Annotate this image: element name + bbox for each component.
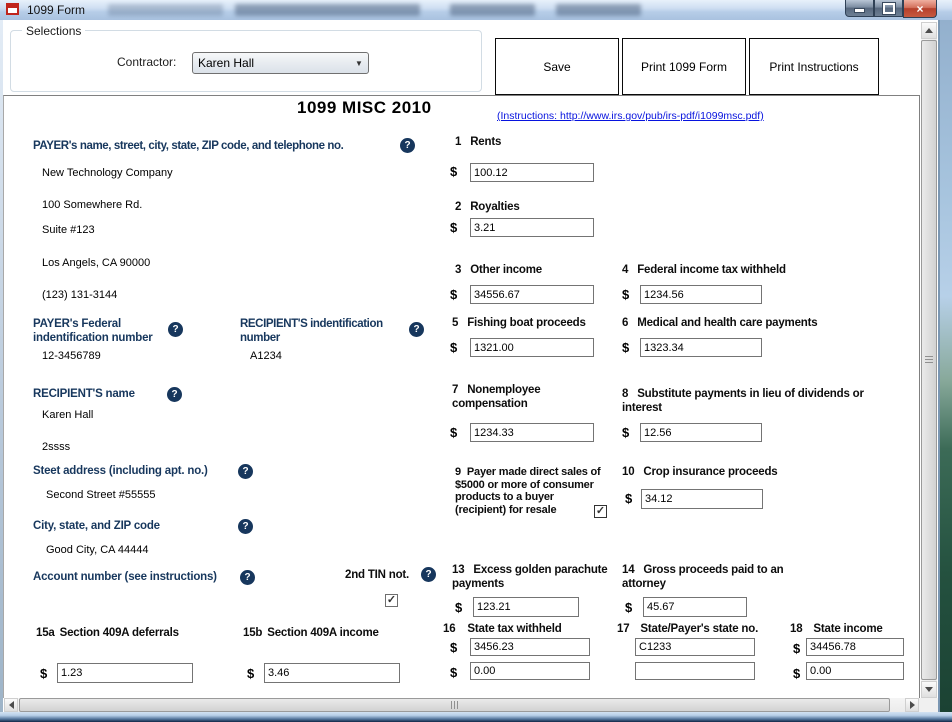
print-instructions-button[interactable]: Print Instructions — [749, 38, 879, 95]
box14-label: 14 Gross proceeds paid to an attorney — [622, 564, 784, 590]
dollar-sign: $ — [247, 666, 255, 681]
instructions-link[interactable]: (Instructions: http://www.irs.gov/pub/irs-pdf/i1099msc.pdf) — [497, 110, 764, 122]
payer-name: New Technology Company — [42, 167, 173, 179]
box15a-409a-deferrals-input[interactable] — [57, 663, 193, 683]
payer-phone: (123) 131-3144 — [42, 289, 118, 301]
dollar-sign: $ — [793, 666, 801, 681]
scrollbar-grip-icon — [925, 356, 933, 364]
redacted-text-blur — [556, 4, 641, 16]
box8-label: 8 Substitute payments in lieu of dividends or interest — [622, 388, 864, 414]
box13-label: 13 Excess golden parachute payments — [452, 564, 608, 590]
minimize-icon — [854, 8, 865, 13]
box2-royalties-input[interactable] — [470, 218, 594, 237]
restore-button[interactable] — [874, 0, 903, 17]
dollar-sign: $ — [450, 287, 458, 302]
box9-direct-sales-checkbox[interactable]: ✓ — [595, 505, 606, 517]
horizontal-scrollbar-thumb[interactable] — [19, 698, 890, 712]
box4-fed-tax-withheld-input[interactable] — [640, 285, 762, 304]
street-address-label: Steet address (including apt. no.) — [33, 465, 208, 477]
chevron-down-icon: ▼ — [355, 58, 363, 68]
contractor-dropdown[interactable] — [192, 52, 369, 74]
help-icon[interactable]: ? — [409, 322, 424, 337]
dollar-sign: $ — [450, 164, 458, 179]
dollar-sign: $ — [625, 600, 633, 615]
payer-suite: Suite #123 — [42, 224, 95, 236]
box1-label: 1 Rents — [455, 136, 502, 148]
box15b-409a-income-input[interactable] — [264, 663, 400, 683]
redacted-text-blur — [235, 4, 420, 16]
arrow-down-icon — [925, 687, 933, 692]
payer-fed-id-label: PAYER's Federal indentification number — [33, 318, 153, 344]
box3-label: 3 Other income — [455, 264, 542, 276]
second-tin-label: 2nd TIN not. — [345, 569, 410, 581]
dollar-sign: $ — [622, 340, 630, 355]
scroll-right-button[interactable] — [905, 698, 919, 712]
help-icon[interactable]: ? — [238, 519, 253, 534]
dollar-sign: $ — [450, 425, 458, 440]
help-icon[interactable]: ? — [167, 387, 182, 402]
box13-golden-parachute-input[interactable] — [473, 597, 579, 617]
recipient-id-label: RECIPIENT'S indentification number — [240, 318, 383, 344]
restore-icon — [883, 3, 895, 14]
box7-label: 7 Nonemployee compensation — [452, 384, 541, 410]
box1-rents-input[interactable] — [470, 163, 594, 182]
close-button[interactable] — [903, 0, 937, 18]
box16-state-tax-input-2[interactable] — [470, 662, 590, 680]
payer-info-label: PAYER's name, street, city, state, ZIP code, and telephone no. — [33, 140, 344, 152]
scroll-left-button[interactable] — [4, 698, 18, 712]
account-number-label: Account number (see instructions) — [33, 571, 217, 583]
contractor-selected-value: Karen Hall — [198, 56, 255, 70]
window-border-right — [940, 20, 952, 712]
redacted-text-blur — [108, 4, 223, 16]
box16-state-tax-input-1[interactable] — [470, 638, 590, 656]
help-icon[interactable]: ? — [400, 138, 415, 153]
box2-label: 2 Royalties — [455, 201, 520, 213]
dollar-sign: $ — [450, 340, 458, 355]
contractor-label: Contractor: — [117, 55, 177, 69]
close-icon: × — [916, 1, 924, 16]
dollar-sign: $ — [450, 665, 458, 680]
scrollbar-grip-icon — [451, 701, 459, 709]
app-icon — [6, 3, 19, 15]
second-tin-checkbox[interactable]: ✓ — [386, 594, 397, 606]
box17-label: 17 State/Payer's state no. — [617, 623, 759, 635]
dollar-sign: $ — [622, 287, 630, 302]
box6-label: 6 Medical and health care payments — [622, 317, 818, 329]
form-title: 1099 MISC 2010 — [297, 98, 432, 117]
scroll-down-button[interactable] — [921, 681, 937, 698]
help-icon[interactable]: ? — [421, 567, 436, 582]
payer-city: Los Angels, CA 90000 — [42, 257, 151, 269]
dollar-sign: $ — [793, 641, 801, 656]
arrow-right-icon — [910, 701, 915, 709]
city-state-zip-label: City, state, and ZIP code — [33, 520, 160, 532]
payer-fed-id-value: 12-3456789 — [42, 350, 101, 362]
window-title: 1099 Form — [27, 3, 86, 17]
redacted-text-blur — [450, 4, 535, 16]
box10-crop-insurance-input[interactable] — [641, 489, 763, 509]
recipient-name-label: RECIPIENT'S name — [33, 388, 135, 400]
box16-label: 16 State tax withheld — [443, 623, 562, 635]
dollar-sign: $ — [625, 491, 633, 506]
box5-fishing-boat-input[interactable] — [470, 338, 594, 357]
help-icon[interactable]: ? — [168, 322, 183, 337]
box8-substitute-payments-input[interactable] — [640, 423, 762, 442]
scroll-up-button[interactable] — [921, 22, 937, 39]
box7-nonemployee-comp-input[interactable] — [470, 423, 594, 442]
box4-label: 4 Federal income tax withheld — [622, 264, 786, 276]
dollar-sign: $ — [40, 666, 48, 681]
street-address-value: Second Street #55555 — [46, 489, 156, 501]
help-icon[interactable]: ? — [240, 570, 255, 585]
recipient-name-value2: 2ssss — [42, 441, 71, 453]
scrollbar-corner — [919, 698, 938, 712]
dollar-sign: $ — [450, 640, 458, 655]
window-border-left — [0, 20, 3, 712]
minimize-button[interactable] — [845, 0, 874, 17]
dollar-sign: $ — [455, 600, 463, 615]
box3-other-income-input[interactable] — [470, 285, 594, 304]
vertical-scrollbar-thumb[interactable] — [921, 40, 937, 680]
recipient-id-value: A1234 — [250, 350, 282, 362]
box18-state-income-input-2[interactable] — [806, 662, 904, 680]
selections-label: Selections — [22, 24, 85, 38]
window-border-bottom — [0, 712, 952, 722]
payer-street: 100 Somewhere Rd. — [42, 199, 143, 211]
box10-label: 10 Crop insurance proceeds — [622, 466, 778, 478]
box14-attorney-proceeds-input[interactable] — [643, 597, 747, 617]
window-titlebar[interactable] — [0, 0, 952, 21]
box5-label: 5 Fishing boat proceeds — [452, 317, 586, 329]
dollar-sign: $ — [622, 425, 630, 440]
box6-medical-payments-input[interactable] — [640, 338, 762, 357]
box15a-label: 15a Section 409A deferrals — [36, 627, 179, 639]
save-button[interactable]: Save — [495, 38, 619, 95]
print-1099-form-button[interactable]: Print 1099 Form — [622, 38, 746, 95]
dollar-sign: $ — [450, 220, 458, 235]
recipient-name-value: Karen Hall — [42, 409, 94, 421]
box17-state-no-input-2[interactable] — [635, 662, 755, 680]
box18-label: 18 State income — [790, 623, 883, 635]
arrow-left-icon — [9, 701, 14, 709]
arrow-up-icon — [925, 28, 933, 33]
help-icon[interactable]: ? — [238, 464, 253, 479]
box15b-label: 15b Section 409A income — [243, 627, 379, 639]
city-state-zip-value: Good City, CA 44444 — [46, 544, 149, 556]
box9-label: 9 Payer made direct sales of $5000 or more of consumer products to a buyer (recipient) for resale — [455, 466, 601, 516]
box17-state-no-input-1[interactable] — [635, 638, 755, 656]
box18-state-income-input-1[interactable] — [806, 638, 904, 656]
